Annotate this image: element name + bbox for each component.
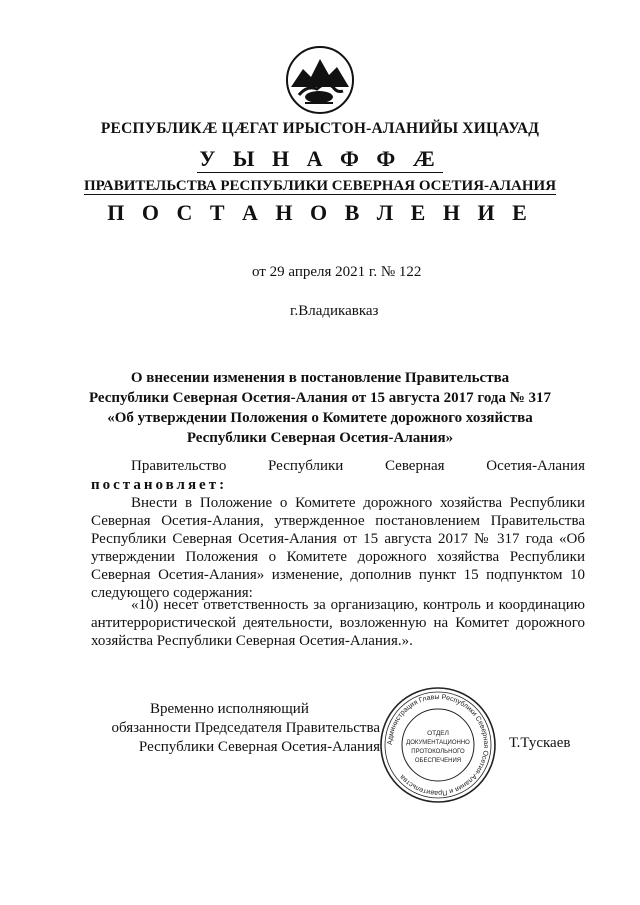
preamble-word: Республики [268,458,344,474]
signatory-line: Республики Северная Осетия-Алания [138,739,380,755]
date-and-number: от 29 апреля 2021 г. № 122 [252,264,422,280]
signatory-line: Временно исполняющий [150,701,309,717]
title-line: Республики Северная Осетия-Алания» [186,430,454,446]
city: г.Владикавказ [290,303,379,319]
stamp-center-line: ПРОТОКОЛЬНОГО [411,749,465,755]
document-type-ossetian-text: У Ы Н А Ф Ф Æ [199,146,441,171]
signatory-position [100,700,380,757]
official-stamp [378,685,498,805]
title-line: «Об утверждении Положения о Комитете дорожного хозяйства [107,410,533,426]
body-paragraph-2: «10) несет ответственность за организацию, контроль и координацию антитеррористической деятельности, возложенную на Комитет дорожного хозяйства Республики Северная Осетия-Алания.». [91,597,585,649]
document-type: П О С Т А Н О В Л Е Н И Е [107,200,533,225]
preamble-word: Осетия-Алания [486,458,585,474]
body-paragraph-1: Внести в Положение о Комитете дорожного хозяйства Республики Северная Осетия-Алания, утвержденное постановлением Правительства Республики Северная Осетия-Алания от 15 августа 2017 № 317 года «Об утверждении Положения о Комитете дорожного хозяйства Республики Северная Осетия-Алания» изменение, дополнив пункт 15 подпунктом 10 следующего содержания: [91,495,585,601]
preamble-word: Северная [384,458,445,474]
preamble-word: Правительство [131,458,227,474]
stamp-ring-text: Администрация Главы Республики Северная Осетия-Алания и Правительства [386,693,490,797]
title-line: О внесении изменения в постановление Правительства [130,370,510,386]
preamble-line [91,458,585,475]
resolves-word: постановляет: [91,477,228,493]
signatory-line: обязанности Председателя Правительства [111,720,380,736]
document-title [0,368,640,448]
stamp-center-line: ДОКУМЕНТАЦИОННО [406,740,470,746]
title-line: Республики Северная Осетия-Алания от 15 августа 2017 года № 317 [88,390,552,406]
stamp-center-line: ОБЕСПЕЧЕНИЯ [414,758,462,764]
signatory-name: Т.Тускаев [509,735,571,751]
document-type-ossetian [0,146,640,172]
government-name [0,178,640,195]
government-name-text: ПРАВИТЕЛЬСТВА РЕСПУБЛИКИ СЕВЕРНАЯ ОСЕТИЯ-АЛАНИЯ [83,178,557,194]
coat-of-arms-emblem [285,45,355,115]
stamp-center-line: ОТДЕЛ [427,730,449,737]
republic-name-ossetian: РЕСПУБЛИКÆ ЦÆГАТ ИРЫСТОН-АЛАНИЙЫ ХИЦАУАД [100,120,540,137]
